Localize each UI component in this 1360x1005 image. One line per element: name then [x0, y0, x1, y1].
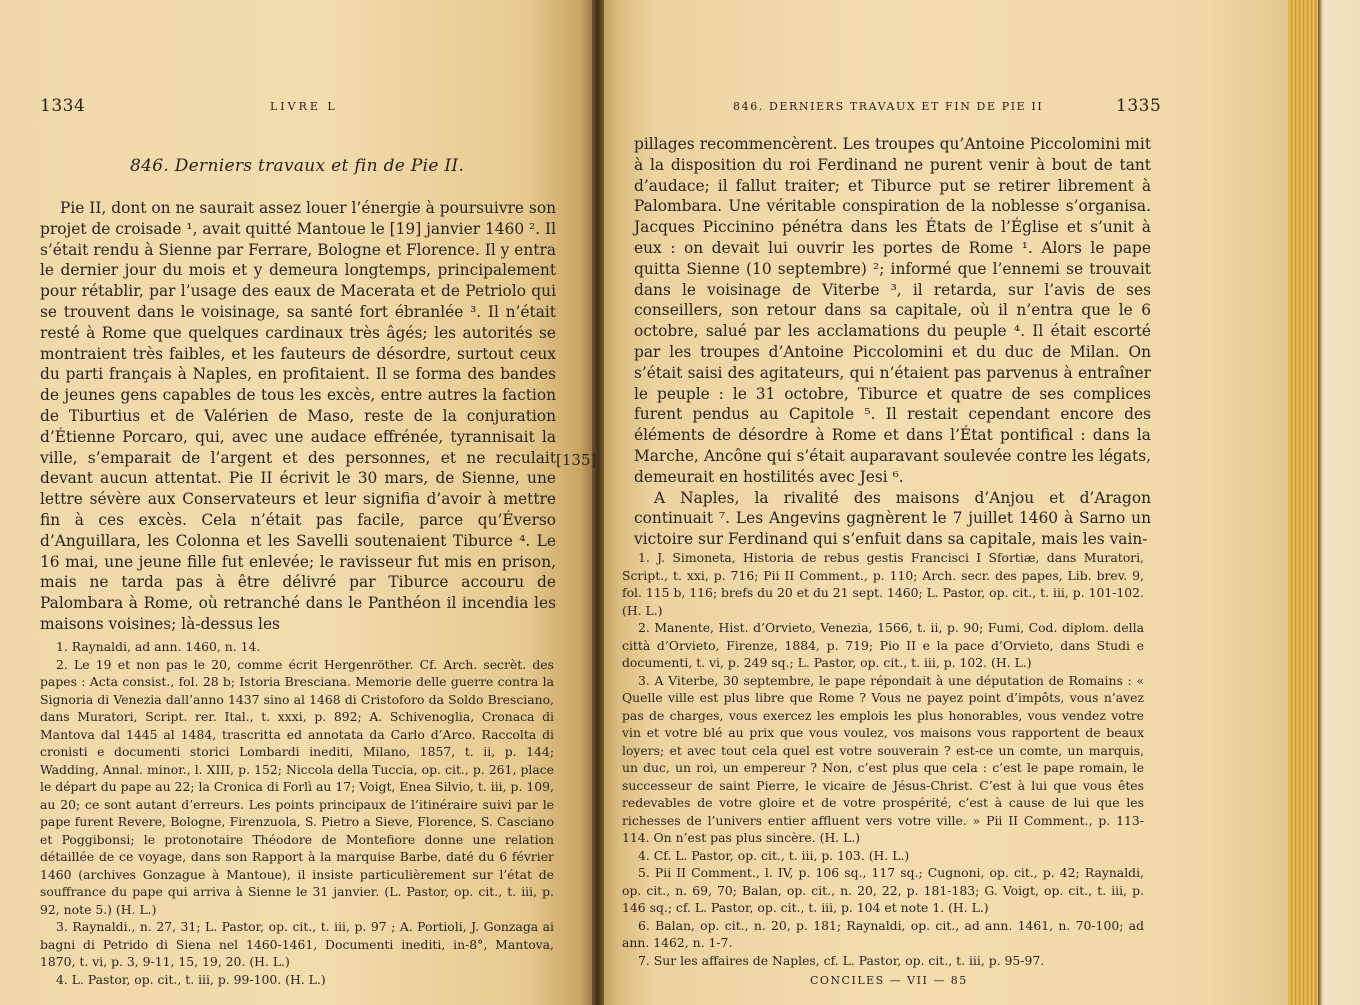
footnote: 2. Manente, Hist. d’Orvieto, Venezia, 1566, t. ii, p. 90; Fumi, Cod. diplom. della città d’Orvieto, Firenze, 1884, p. 719; Pio II e la pace d’Orvieto, dans Studi e documenti, t. vi, p. 249 sq.; L. Pastor, op. cit., t. iii, p. 102. (H. L.) [622, 620, 1144, 670]
running-head: LIVRE L [270, 100, 338, 113]
signature-mark: CONCILES — VII — 85 [810, 974, 968, 987]
footnote: 5. Pii II Comment., l. IV, p. 106 sq., 117 sq.; Cugnoni, op. cit., p. 42; Raynaldi, op. cit., n. 69, 70; Balan, op. cit., n. 20, 22, p. 181-183; G. Voigt, op. cit., t. iii, p. 146 sq.; cf. L. Pastor, op. cit., t. iii, p. 104 et note 1. (H. L.) [622, 865, 1144, 915]
margin-note: [135] [556, 451, 597, 469]
right-page [598, 0, 1288, 1005]
paragraph: pillages recommencèrent. Les troupes qu’Antoine Piccolomini mit à la disposition du roi Ferdinand ne purent venir à bout de tant d’audace; il fallut traiter; et Tiburce put se retirer librement à Palombara. Une véritable conspiration de la noblesse s’organisa. Jacques Piccinino pénétra dans les États de l’Église et s’unit à eux : on devait lui ouvrir les portes de Rome ¹. Alors le pape quitta Sienne (10 septembre) ²; informé que l’ennemi se trouvait dans le voisinage de Viterbe ³, il retarda, sur l’avis de ses conseillers, son retour dans sa capitale, où il n’entra que le 6 octobre, salué par les acclamations du peuple ⁴. Il était escorté par les troupes d’Antoine Piccolomini et du duc de Milan. On s’était saisi des agitateurs, qui n’étaient pas parvenus à entraîner le peuple : le 31 octobre, Tiburce et quatre de ses complices furent pendus au Capitole ⁵. Il restait cependant encore des éléments de désordre à Rome et dans l’État pontifical : dans la Marche, Ancône qui s’était auparavant soulevée contre les légats, demeurait en hostilités avec Jesi ⁶. [634, 135, 1151, 486]
running-head: 846. DERNIERS TRAVAUX ET FIN DE PIE II [733, 100, 1044, 113]
body-text: Pie II, dont on ne saurait assez louer l’énergie à poursuivre son projet de croisade ¹, avait quitté Mantoue le [19] janvier 1460 ². Il s’était rendu à Sienne par Ferrare, Bologne et Florence. Il y entra le dernier jour du mois et y demeura longtemps, principalement pour rétablir, par l’usage des eaux de Macerata et de Petriolo qui se trouvent dans le voisinage, sa santé fort ébranlée ³. Il n’était resté à Rome que quelques cardinaux très âgés; les autorités se montraient très faibles, et les fauteurs de désordre, surtout ceux du parti français à Naples, en profitaient. Il se forma des bandes de jeunes gens capables de tous les excès, entre autres la faction de Tiburtius et de Valérien de Maso, reste de la conjuration d’Étienne Porcaro, qui, avec une audace effrénée, tyrannisait la ville, s’emparait de l’argent et des personnes, et ne reculait devant aucun attentat. Pie II écrivit le 30 mars, de Sienne, une lettre sévère aux Conservateurs et leur signifia d’avoir à mettre fin à ces excès. Cela n’était pas facile, parce qu’Éverso d’Anguillara, les Colonna et les Savelli soutenaient Tiburce ⁴. Le 16 mai, une jeune fille fut enlevée; le ravisseur fut mis en prison, mais ne tarda pas à être délivré par Tiburce accouru de Palombara à Rome, où retranché dans le Panthéon il incendia les maisons voisines; là-dessus les [40, 199, 556, 633]
footnote: 3. Raynaldi., n. 27, 31; L. Pastor, op. cit., t. iii, p. 97 ; A. Portioli, J. Gonzaga ai bagni di Petrido di Siena nel 1460-1461, Documenti inediti, in-8°, Mantova, 1870, t. vi, p. 3, 9-11, 15, 19, 20. (H. L.) [40, 919, 554, 969]
page-number: 1334 [40, 96, 86, 116]
footnote: 3. A Viterbe, 30 septembre, le pape répondait à une députation de Romains : « Quelle ville est plus libre que Rome ? Vous ne payez point d’impôts, vous n’avez pas de charges, vous exercez les emplois les plus honorables, vous vendez votre vin et votre blé au prix que vous voulez, vos maisons vous rapportent de beaux loyers; et avec tout cela quel est votre souverain ? est-ce un comte, un marquis, un duc, un roi, un empereur ? Non, c’est plus que cela : c’est le pape romain, le successeur de saint Pierre, le vicaire de Jésus-Christ. C’est à lui que vous êtes redevables de votre gloire et de votre prospérité, c’est à cause de lui que les richesses de l’univers entier affluent vers votre ville. » Pii II Comment., p. 113-114. On n’est pas plus sincère. (H. L.) [622, 672, 1144, 845]
footnote: 4. L. Pastor, op. cit., t. iii, p. 99-100. (H. L.) [56, 971, 326, 987]
footnote: 4. Cf. L. Pastor, op. cit., t. iii, p. 103. (H. L.) [638, 847, 910, 863]
book-gutter [592, 0, 604, 1005]
left-page [0, 0, 598, 1005]
paragraph: A Naples, la rivalité des maisons d’Anjou et d’Aragon continuait ⁷. Les Angevins gagnèrent le 7 juillet 1460 à Sarno un victoire sur Ferdinand qui s’enfuit dans sa capitale, mais les vain- [634, 488, 1151, 549]
footnote: 1. Raynaldi, ad ann. 1460, n. 14. [56, 639, 261, 654]
footnote: 6. Balan, op. cit., n. 20, p. 181; Raynaldi, op. cit., ad ann. 1461, n. 70-100; ad ann. 1462, n. 1-7. [622, 917, 1144, 950]
footnotes [622, 549, 1144, 969]
body-text [634, 134, 1151, 550]
footnote: 1. J. Simoneta, Historia de rebus gestis Francisci I Sfortiæ, dans Muratori, Script., t. xxi, p. 716; Pii II Comment., p. 110; Arch. secr. des papes, Lib. brev. 9, fol. 115 b, 116; brefs du 20 et du 21 sept. 1460; L. Pastor, op. cit., t. iii, p. 101-102. (H. L.) [622, 550, 1144, 618]
section-title: 846. Derniers travaux et fin de Pie II. [130, 156, 465, 176]
footnotes [40, 638, 554, 988]
footnote: 7. Sur les affaires de Naples, cf. L. Pastor, op. cit., t. iii, p. 95-97. [638, 952, 1045, 968]
footnote: 2. Le 19 et non pas le 20, comme écrit Hergenröther. Cf. Arch. secrèt. des papes : Acta consist., fol. 28 b; Istoria Bresciana. Memorie delle guerre contra la Signoria di Venezia dall’anno 1437 sino al 1468 di Cristoforo da Soldo Bresciano, dans Muratori, Script. rer. Ital., t. xxxi, p. 892; A. Schivenoglia, Cronaca di Mantova dal 1445 al 1484, trascritta ed annotata da Carlo d’Arco. Raccolta di cronisti e documenti storici Lombardi inediti, Milano, 1857, t. ii, p. 144; Wadding, Annal. minor., l. XIII, p. 152; Niccola della Tuccia, op. cit., p. 261, place le départ du pape au 22; la Cronica di Forlì au 17; Voigt, Enea Silvio, t. iii, p. 109, au 20; ce sont autant d’erreurs. Les points principaux de l’itinéraire suivi par le pape furent Revere, Bologne, Firenzuola, S. Pietro a Sieve, Florence, S. Casciano et Poggibonsi; le protonotaire Théodore de Montefiore donne une relation détaillée de ce voyage, dans son Rapport à la marquise Barbe, daté du 6 février 1460 (archives Gonzague à Mantoue), il insiste particulièrement sur l’état de souffrance du pape qui arriva à Sienne le 31 janvier. (L. Pastor, op. cit., t. iii, p. 92, note 5.) (H. L.) [40, 656, 554, 917]
next-page-edge [1318, 0, 1360, 1005]
page-number: 1335 [1116, 96, 1162, 116]
